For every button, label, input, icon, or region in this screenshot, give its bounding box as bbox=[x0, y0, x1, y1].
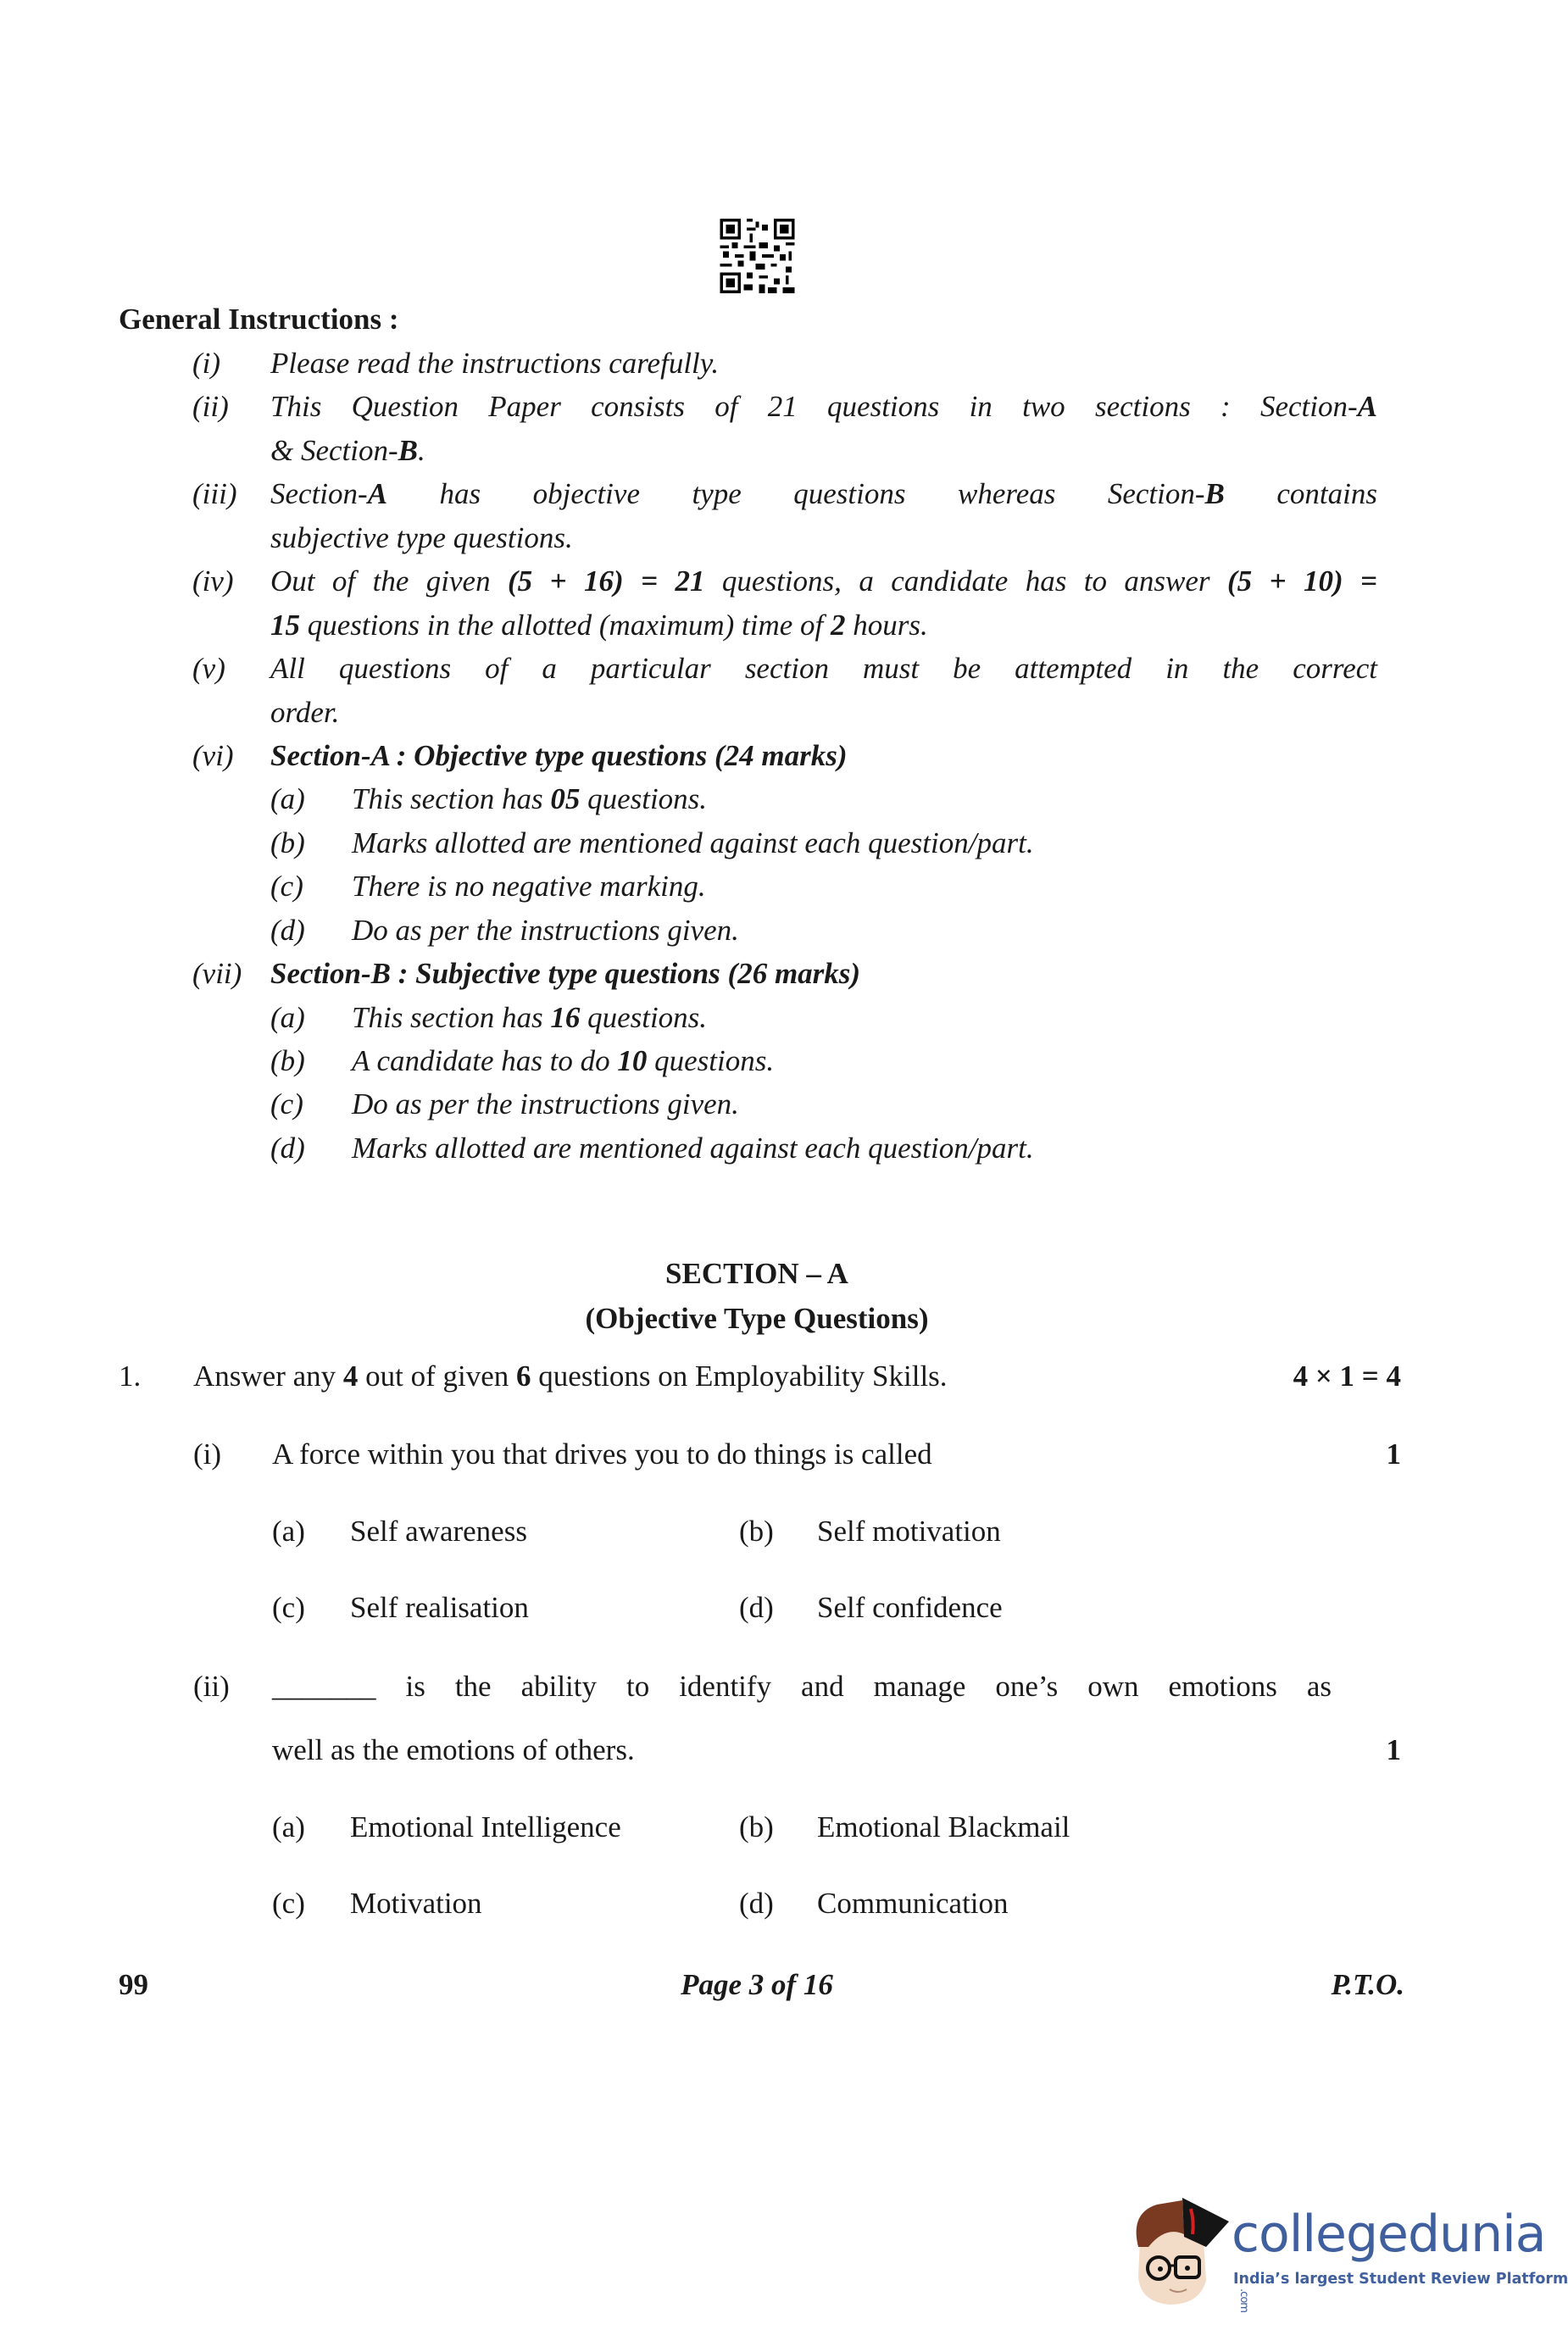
text: This section has bbox=[352, 1000, 551, 1034]
text: contains bbox=[1224, 477, 1377, 511]
option-label: (b) bbox=[739, 1810, 774, 1843]
instruction-number: (vii) bbox=[192, 957, 242, 991]
option-label: (a) bbox=[272, 1515, 305, 1548]
option-text: Self confidence bbox=[817, 1591, 1003, 1624]
instruction-number: (a) bbox=[270, 782, 305, 816]
text: Section- bbox=[270, 477, 368, 511]
qr-code bbox=[720, 219, 795, 293]
emphasis-text: A bbox=[367, 477, 388, 511]
emphasis-text: 16 bbox=[550, 1000, 581, 1034]
instructions-list bbox=[0, 342, 1514, 1170]
instruction-subitem bbox=[0, 821, 1514, 865]
instruction-number: (b) bbox=[270, 826, 305, 859]
instruction-text bbox=[352, 865, 1377, 908]
instruction-continuation bbox=[0, 603, 1514, 647]
option-text: Motivation bbox=[350, 1887, 482, 1920]
instruction-item bbox=[0, 647, 1514, 690]
instruction-subitem bbox=[0, 777, 1514, 820]
emphasis-text: B bbox=[1204, 477, 1225, 511]
text: A candidate has to do bbox=[352, 1044, 618, 1077]
text: subjective type questions. bbox=[270, 520, 573, 554]
text: All questions of a particular section must be attempted in the correct bbox=[270, 652, 1377, 686]
text: order. bbox=[270, 695, 340, 729]
pto-label: P.T.O. bbox=[1331, 1968, 1404, 2001]
option-label: (a) bbox=[272, 1810, 305, 1843]
text: Do as per the instructions given. bbox=[352, 913, 739, 947]
instruction-text bbox=[270, 429, 1377, 472]
text: questions. bbox=[647, 1044, 775, 1077]
option-text: Communication bbox=[817, 1887, 1009, 1920]
instruction-item bbox=[0, 472, 1514, 515]
text: Please read the instructions carefully. bbox=[270, 347, 720, 380]
emphasis-text: 10 bbox=[617, 1044, 648, 1077]
instruction-text bbox=[352, 909, 1377, 952]
instruction-item bbox=[0, 734, 1514, 777]
option-label: (b) bbox=[739, 1515, 774, 1548]
text: has objective type questions whereas Section- bbox=[387, 477, 1205, 511]
general-instructions-title: General Instructions : bbox=[119, 303, 399, 336]
text: questions on Employability Skills. bbox=[531, 1360, 948, 1393]
instruction-continuation bbox=[0, 691, 1514, 734]
instruction-subitem bbox=[0, 865, 1514, 908]
part-text: A force within you that drives you to do things is called bbox=[272, 1437, 932, 1471]
emphasis-text: (5 + 16) = 21 bbox=[508, 564, 705, 598]
instruction-subitem bbox=[0, 1126, 1514, 1170]
instruction-text bbox=[352, 821, 1377, 865]
section-subtitle: (Objective Type Questions) bbox=[585, 1302, 929, 1335]
instruction-text bbox=[270, 342, 1377, 385]
part-marks: 1 bbox=[1386, 1733, 1401, 1766]
instruction-number: (i) bbox=[192, 347, 221, 380]
emphasis-text: A bbox=[1357, 390, 1377, 424]
logo-name: collegedunia bbox=[1232, 2205, 1546, 2264]
instruction-number: (c) bbox=[270, 1087, 303, 1121]
option-text: Emotional Intelligence bbox=[350, 1810, 621, 1843]
paper-code: 99 bbox=[119, 1968, 148, 2001]
emphasis-text: Section-A : Objective type questions (24 marks) bbox=[270, 738, 848, 772]
instruction-subitem bbox=[0, 909, 1514, 952]
emphasis-text: 2 bbox=[831, 608, 846, 642]
instruction-text bbox=[270, 559, 1377, 603]
question-marks: 4 × 1 = 4 bbox=[1293, 1360, 1401, 1393]
count: 4 bbox=[342, 1360, 359, 1393]
option-text: Self realisation bbox=[350, 1591, 529, 1624]
option-text: Self motivation bbox=[817, 1515, 1001, 1548]
emphasis-text: 15 bbox=[270, 608, 300, 642]
part-text-continued: well as the emotions of others. bbox=[272, 1733, 635, 1766]
blank: _______ bbox=[272, 1670, 376, 1703]
instruction-text bbox=[270, 603, 1377, 647]
text: There is no negative marking. bbox=[352, 870, 706, 904]
instruction-item bbox=[0, 559, 1514, 603]
emphasis-text: Section-B : Subjective type questions (26 marks) bbox=[270, 957, 861, 991]
part-marks: 1 bbox=[1386, 1437, 1401, 1471]
page-number: Page 3 of 16 bbox=[681, 1968, 833, 2001]
instruction-text bbox=[270, 691, 1377, 734]
instruction-number: (d) bbox=[270, 1131, 305, 1165]
text: & Section- bbox=[270, 433, 398, 467]
instruction-number: (ii) bbox=[192, 390, 229, 424]
logo-wordmark bbox=[1232, 2205, 1546, 2330]
text: out of given bbox=[358, 1360, 517, 1393]
instruction-subitem bbox=[0, 1082, 1514, 1126]
text: hours. bbox=[845, 608, 928, 642]
instruction-text bbox=[352, 996, 1377, 1039]
emphasis-text: B bbox=[398, 433, 419, 467]
text: Do as per the instructions given. bbox=[352, 1087, 739, 1121]
logo-tagline: India’s largest Student Review Platform bbox=[1233, 2271, 1568, 2288]
question-text bbox=[193, 1358, 948, 1395]
text: Answer any bbox=[193, 1360, 343, 1393]
text: questions. bbox=[580, 1000, 708, 1034]
text: is the ability to identify and manage one’s own emotions as bbox=[375, 1670, 1332, 1703]
text: Out of the given bbox=[270, 564, 509, 598]
instruction-number: (a) bbox=[270, 1000, 305, 1034]
text: Marks allotted are mentioned against each question/part. bbox=[352, 1131, 1034, 1165]
option-text: Self awareness bbox=[350, 1515, 527, 1548]
instruction-text bbox=[270, 385, 1377, 428]
instruction-text bbox=[352, 1082, 1377, 1126]
option-label: (c) bbox=[272, 1591, 305, 1624]
instruction-item bbox=[0, 952, 1514, 995]
option-label: (d) bbox=[739, 1591, 774, 1624]
instruction-number: (iii) bbox=[192, 477, 237, 511]
instruction-text bbox=[352, 1039, 1377, 1082]
instruction-number: (v) bbox=[192, 652, 225, 686]
question-number: 1. bbox=[119, 1360, 142, 1393]
collegedunia-logo bbox=[1123, 2188, 1568, 2312]
emphasis-text: 05 bbox=[550, 782, 581, 816]
instruction-text bbox=[352, 777, 1377, 820]
instruction-number: (iv) bbox=[192, 564, 234, 598]
instruction-text bbox=[270, 647, 1377, 690]
instruction-number: (vi) bbox=[192, 738, 234, 772]
option-text: Emotional Blackmail bbox=[817, 1810, 1070, 1843]
option-label: (d) bbox=[739, 1887, 774, 1920]
text: Marks allotted are mentioned against each question/part. bbox=[352, 826, 1034, 859]
part-text bbox=[272, 1668, 1332, 1705]
instruction-subitem bbox=[0, 996, 1514, 1039]
text: . bbox=[418, 433, 425, 467]
instruction-item bbox=[0, 342, 1514, 385]
emphasis-text: (5 + 10) = bbox=[1227, 564, 1378, 598]
logo-suffix: .com bbox=[1237, 2288, 1250, 2312]
instruction-number: (b) bbox=[270, 1044, 305, 1077]
instruction-text bbox=[352, 1126, 1377, 1170]
section-title: SECTION – A bbox=[665, 1257, 848, 1290]
part-number: (i) bbox=[193, 1437, 222, 1471]
text: This Question Paper consists of 21 questions in two sections : Section- bbox=[270, 390, 1358, 424]
text: This section has bbox=[352, 782, 551, 816]
instruction-text bbox=[270, 516, 1377, 559]
instruction-item bbox=[0, 385, 1514, 428]
instruction-text bbox=[270, 952, 1377, 995]
text: questions in the allotted (maximum) time of bbox=[300, 608, 831, 642]
instruction-text bbox=[270, 734, 1377, 777]
instruction-number: (d) bbox=[270, 913, 305, 947]
instruction-subitem bbox=[0, 1039, 1514, 1082]
count: 6 bbox=[516, 1360, 531, 1393]
text: questions, a candidate has to answer bbox=[704, 564, 1227, 598]
instruction-number: (c) bbox=[270, 870, 303, 904]
instruction-text bbox=[270, 472, 1377, 515]
part-number: (ii) bbox=[193, 1670, 230, 1703]
instruction-continuation bbox=[0, 516, 1514, 559]
text: questions. bbox=[580, 782, 708, 816]
option-label: (c) bbox=[272, 1887, 305, 1920]
instruction-continuation bbox=[0, 429, 1514, 472]
